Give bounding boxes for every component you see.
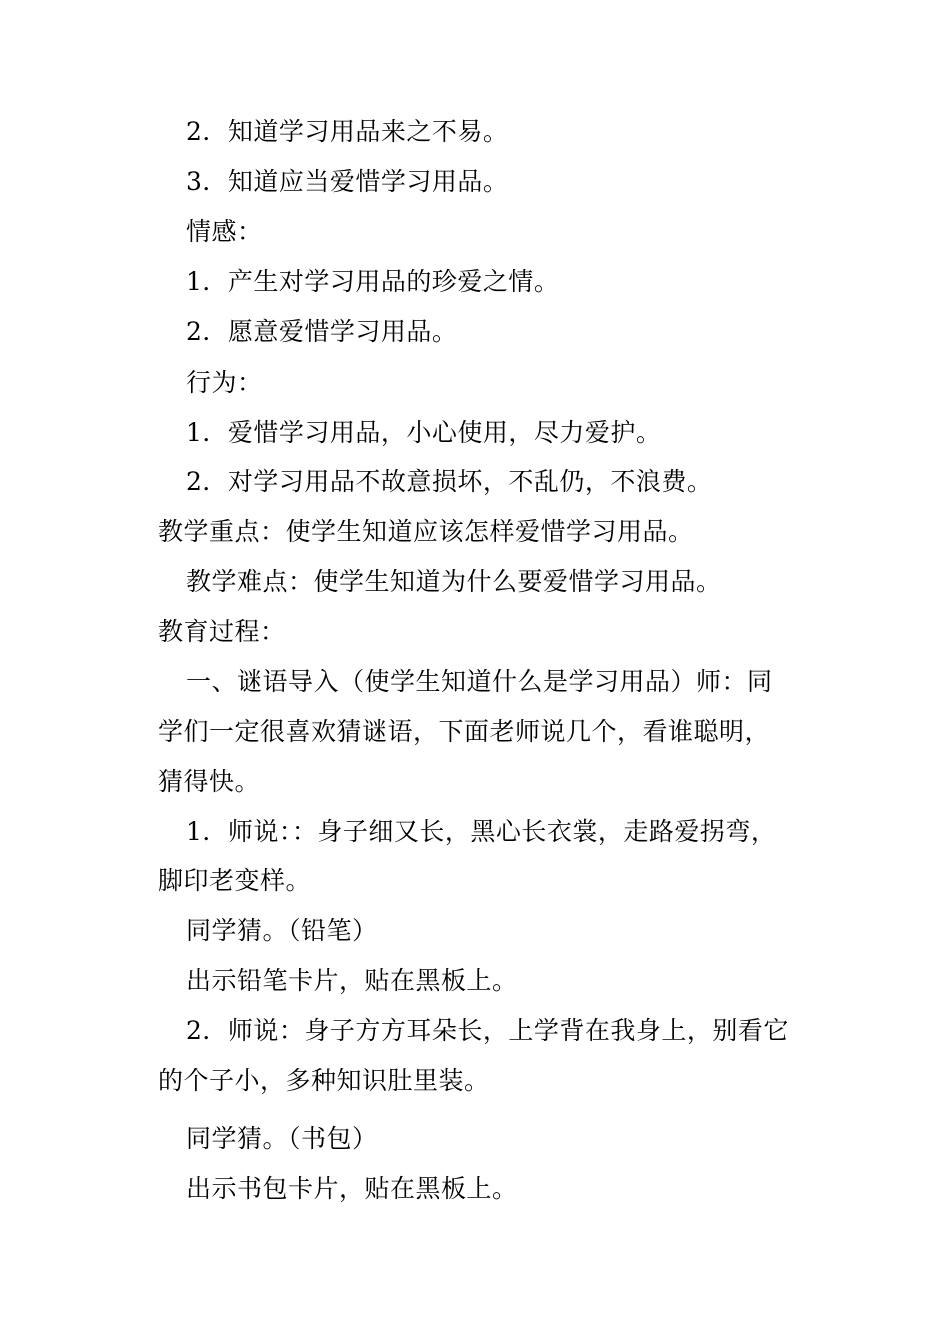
difficulty-line: 教学难点：使学生知道为什么要爱惜学习用品。 bbox=[186, 567, 722, 596]
section-heading: 教育过程： bbox=[158, 617, 286, 646]
paragraph-line: 一、谜语导入（使学生知道什么是学习用品）师：同 bbox=[186, 667, 773, 696]
paragraph-line: 出示铅笔卡片，贴在黑板上。 bbox=[186, 966, 518, 995]
paragraph-line: 同学猜。（铅笔） bbox=[186, 916, 378, 945]
paragraph-line: 2．愿意爱惜学习用品。 bbox=[186, 317, 458, 346]
paragraph-line: 2．师说：身子方方耳朵长，上学背在我身上，别看它 bbox=[186, 1016, 789, 1045]
paragraph-line: 2．知道学习用品来之不易。 bbox=[186, 117, 509, 146]
section-heading: 情感： bbox=[186, 217, 263, 246]
paragraph-line: 同学猜。（书包） bbox=[186, 1124, 378, 1153]
paragraph-line: 3．知道应当爱惜学习用品。 bbox=[186, 167, 509, 196]
paragraph-line: 的个子小，多种知识肚里装。 bbox=[158, 1066, 490, 1095]
paragraph-line: 学们一定很喜欢猜谜语，下面老师说几个，看谁聪明， bbox=[158, 717, 771, 746]
paragraph-line: 1．产生对学习用品的珍爱之情。 bbox=[186, 267, 560, 296]
paragraph-line: 猜得快。 bbox=[158, 767, 261, 796]
paragraph-line: 2．对学习用品不故意损坏，不乱仍，不浪费。 bbox=[186, 467, 713, 496]
key-point-line: 教学重点：使学生知道应该怎样爱惜学习用品。 bbox=[158, 517, 694, 546]
paragraph-line: 1．师说：：身子细又长，黑心长衣裳，走路爱拐弯， bbox=[186, 817, 777, 846]
paragraph-line: 出示书包卡片，贴在黑板上。 bbox=[186, 1174, 518, 1203]
section-heading: 行为： bbox=[186, 368, 263, 397]
paragraph-line: 1．爱惜学习用品，小心使用，尽力爱护。 bbox=[186, 418, 662, 447]
paragraph-line: 脚印老变样。 bbox=[158, 866, 312, 895]
